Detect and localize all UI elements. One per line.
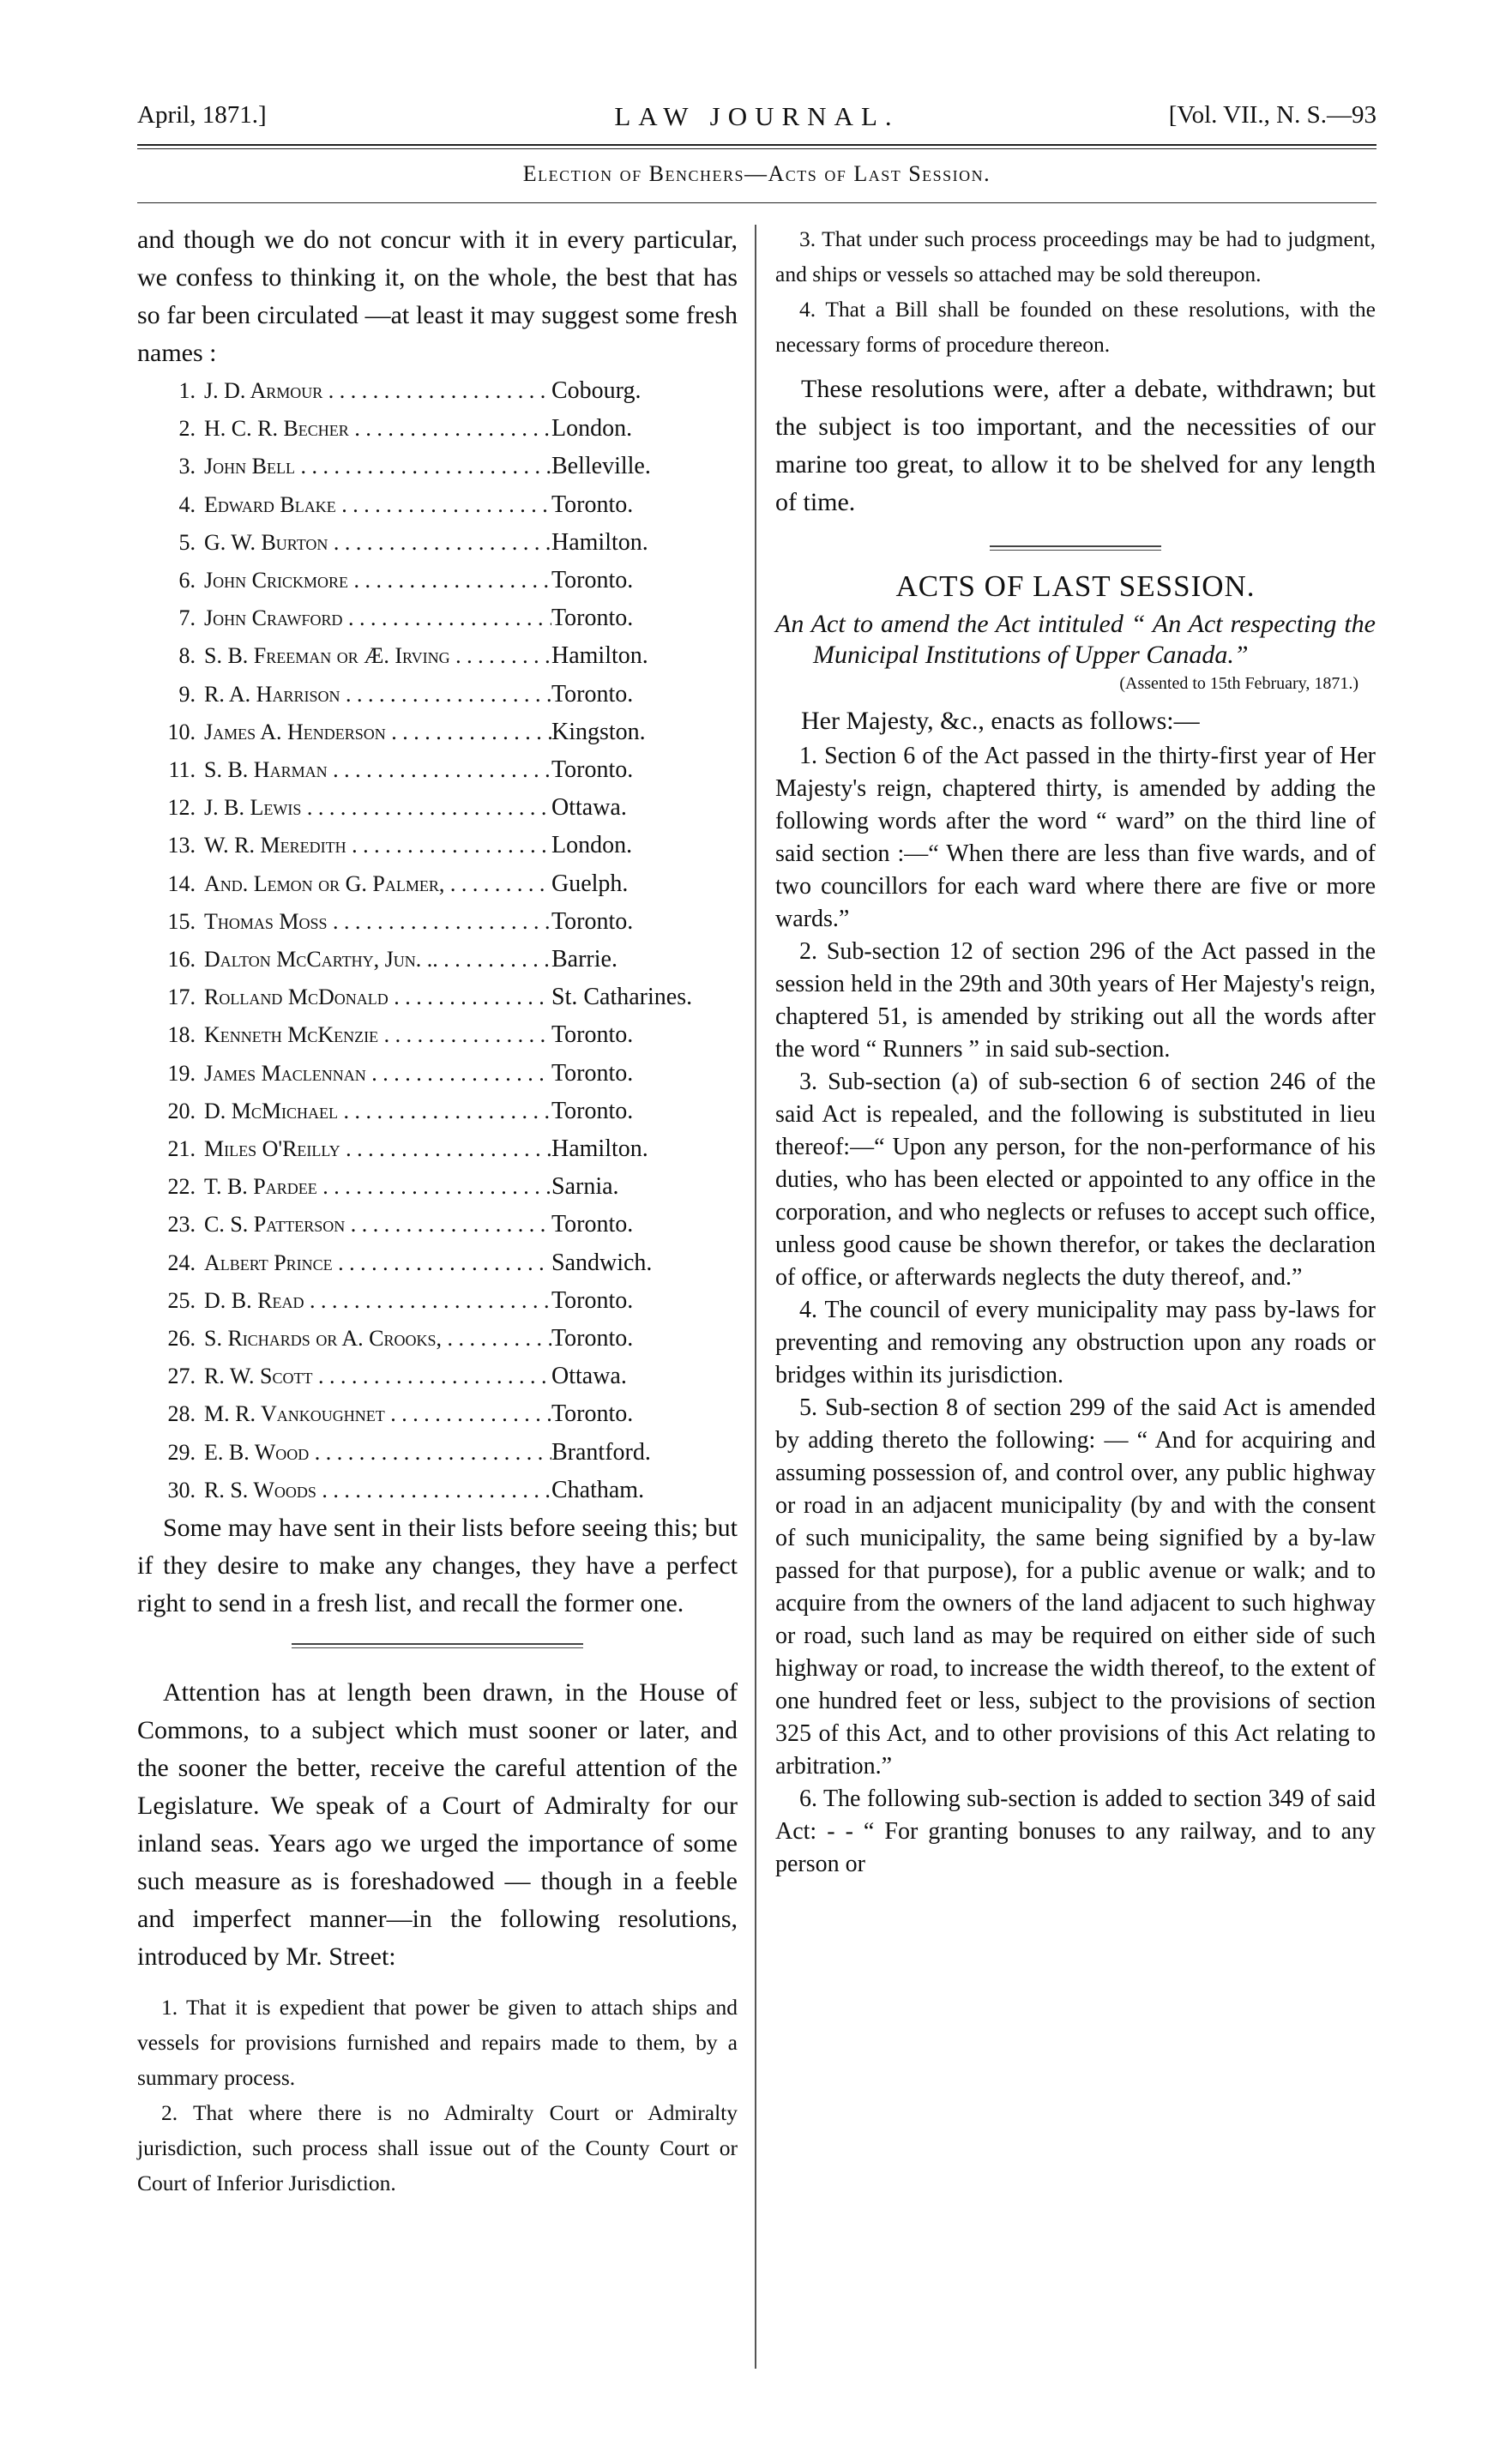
bencher-name: S. Richards or A. Crooks, . . .: [204, 1320, 551, 1358]
bencher-name: D. McMichael . . .: [204, 1093, 551, 1130]
bencher-place: London.: [551, 832, 633, 859]
bencher-place: Toronto.: [551, 1400, 634, 1428]
bencher-place: Toronto.: [551, 1286, 634, 1314]
list-number: 6.: [178, 568, 196, 593]
list-item: [137, 714, 738, 751]
bencher-name: Rolland McDonald . . .: [204, 979, 551, 1016]
list-number: 10.: [167, 719, 196, 744]
list-item: [137, 865, 738, 903]
list-item: [137, 1434, 738, 1472]
list-number: 17.: [167, 985, 196, 1010]
list-number: 3.: [178, 454, 196, 479]
list-number: 13.: [167, 833, 196, 858]
list-number: 22.: [167, 1174, 196, 1200]
list-item: [137, 599, 738, 637]
list-number: 20.: [167, 1098, 196, 1123]
list-item: [137, 827, 738, 864]
bencher-place: Ottawa.: [551, 794, 627, 822]
act-section-2: 2. Sub-section 12 of section 296 of the Act passed in the session held in the 29th and 30th years of Her Majesty's reign, chaptered 51, is amended by striking out all the words after the word “ Runners ” in said sub-section.: [775, 938, 1376, 1063]
list-item: [137, 676, 738, 714]
list-item: [137, 562, 738, 599]
bencher-name: John Crawford . . .: [204, 599, 551, 637]
after-list-paragraph: Some may have sent in their lists before seeing this; but if they desire to make any changes, they have a perfect right to send in a fresh list, and recall the former one.: [137, 1514, 738, 1618]
list-number: 9.: [178, 681, 196, 707]
bencher-place: Toronto.: [551, 1211, 634, 1238]
list-item: [137, 1320, 738, 1358]
list-number: 16.: [167, 947, 196, 973]
list-item: [137, 979, 738, 1016]
left-column: [137, 221, 738, 2201]
bencher-name: And. Lemon or G. Palmer, . . .: [204, 865, 551, 903]
bencher-place: Sandwich.: [551, 1249, 653, 1276]
act-section-4: 4. The council of every municipality may pass by-laws for preventing and removing any obstruction upon any roads or bridges within its jurisdiction.: [775, 1297, 1376, 1388]
section-divider: [137, 1635, 738, 1655]
list-item: [137, 1093, 738, 1130]
bencher-place: Hamilton.: [551, 528, 648, 556]
bencher-place: Cobourg.: [551, 377, 642, 404]
bencher-name: J. B. Lewis . . .: [204, 789, 551, 827]
bencher-place: Hamilton.: [551, 642, 648, 670]
right-column: [775, 221, 1376, 1881]
enacting-clause: Her Majesty, &c., enacts as follows:—: [801, 707, 1200, 735]
benchers-list: [137, 372, 738, 1509]
list-number: 8.: [178, 643, 196, 669]
list-number: 29.: [167, 1439, 196, 1465]
act-section-1: 1. Section 6 of the Act passed in the thirty-first year of Her Majesty's reign, chaptered thirty, is amended by adding the following words after the word “ ward” on the third line of said section :—“ When there are less than five wards, and of two councillors for each ward where there are five or more wards.”: [775, 743, 1376, 932]
list-item: [137, 1168, 738, 1206]
bencher-place: Toronto.: [551, 605, 634, 632]
bencher-place: Toronto.: [551, 907, 634, 935]
list-number: 5.: [178, 529, 196, 555]
bencher-place: Hamilton.: [551, 1135, 648, 1163]
act-section-3: 3. Sub-section (a) of sub-section 6 of section 246 of the said Act is repealed, and the following is substituted in lieu thereof:—“ Upon any person, for the non-performance of his duties, who has been elected or appointed to any office in the corporation, and who neglects or refuses to accept such office, unless good cause be shown therefor, or takes the declaration of office, or afterwards neglects the duty thereof, and.”: [775, 1069, 1376, 1291]
resolution-2: 2. That where there is no Admiralty Court or Admiralty jurisdiction, such process shall issue out of the County Court or Court of Inferior Jurisdiction.: [137, 2100, 738, 2196]
bencher-name: James A. Henderson . . .: [204, 714, 551, 751]
bencher-name: R. W. Scott . . .: [204, 1358, 551, 1395]
header-rule-thin: [137, 148, 1376, 149]
list-number: 12.: [167, 795, 196, 821]
list-number: 23.: [167, 1212, 196, 1238]
list-number: 15.: [167, 908, 196, 934]
bencher-place: Ottawa.: [551, 1363, 627, 1390]
bencher-place: Toronto.: [551, 1059, 634, 1087]
list-item: [137, 789, 738, 827]
section-heading: Election of Benchers—Acts of Last Session.: [522, 161, 991, 186]
journal-title: LAW JOURNAL.: [614, 101, 900, 131]
bencher-place: Toronto.: [551, 1021, 634, 1049]
list-number: 1.: [178, 378, 196, 403]
bencher-place: Belleville.: [551, 453, 651, 480]
bencher-place: Guelph.: [551, 870, 629, 897]
bencher-place: Toronto.: [551, 567, 634, 594]
bencher-name: D. B. Read . . .: [204, 1282, 551, 1320]
list-number: 27.: [167, 1364, 196, 1389]
assent-note: (Assented to 15th February, 1871.): [1119, 674, 1358, 693]
act-title: An Act to amend the Act intituled “ An Act respecting the Municipal Institutions of Upper Canada.”: [775, 610, 1376, 669]
list-number: 14.: [167, 870, 196, 896]
list-number: 2.: [178, 416, 196, 442]
list-item: [137, 1055, 738, 1093]
bencher-place: Sarnia.: [551, 1173, 619, 1201]
bencher-place: Chatham.: [551, 1476, 645, 1503]
list-number: 11.: [168, 757, 196, 783]
bencher-name: H. C. R. Becher . . .: [204, 410, 551, 448]
bencher-name: J. D. Armour . . .: [204, 372, 551, 410]
list-item: [137, 1282, 738, 1320]
bencher-place: Toronto.: [551, 680, 634, 708]
bencher-name: M. R. Vankoughnet . . .: [204, 1395, 551, 1433]
list-number: 19.: [167, 1060, 196, 1086]
bencher-name: Dalton McCarthy, Jun. .. . . .: [204, 941, 551, 979]
list-item: [137, 637, 738, 675]
bencher-name: Thomas Moss . . .: [204, 903, 551, 941]
admiralty-paragraph: Attention has at length been drawn, in the House of Commons, to a subject which must sooner or later, and the sooner the better, receive the careful attention of the Legislature. We speak of a Court of Admiralty for our inland seas. Years ago we urged the importance of some such measure as is foreshadowed — though in a feeble and imperfect manner—in the following resolutions, introduced by Mr. Street:: [137, 1678, 738, 1972]
list-number: 30.: [167, 1477, 196, 1503]
bencher-name: Albert Prince . . .: [204, 1244, 551, 1282]
bencher-name: W. R. Meredith . . .: [204, 827, 551, 864]
list-item: [137, 941, 738, 979]
list-item: [137, 1395, 738, 1433]
bencher-name: Miles O'Reilly . . .: [204, 1130, 551, 1168]
bencher-place: Brantford.: [551, 1438, 651, 1466]
list-item: [137, 1244, 738, 1282]
list-item: [137, 486, 738, 524]
list-item: [137, 372, 738, 410]
bencher-name: T. B. Pardee . . .: [204, 1168, 551, 1206]
bencher-place: Toronto.: [551, 1325, 634, 1352]
bencher-name: R. S. Woods . . .: [204, 1472, 551, 1509]
acts-heading: ACTS OF LAST SESSION.: [895, 569, 1256, 603]
list-item: [137, 448, 738, 485]
bencher-place: Toronto.: [551, 756, 634, 784]
header-date: April, 1871.]: [137, 101, 267, 129]
list-item: [137, 410, 738, 448]
intro-paragraph: and though we do not concur with it in every particular, we confess to thinking it, on the whole, the best that has so far been circulated —at least it may suggest some fresh names :: [137, 226, 738, 367]
bencher-name: C. S. Patterson . . .: [204, 1206, 551, 1244]
bencher-place: Barrie.: [551, 946, 617, 973]
list-item: [137, 903, 738, 941]
list-number: 18.: [167, 1022, 196, 1048]
list-item: [137, 1472, 738, 1509]
column-divider: [755, 225, 756, 2369]
list-number: 4.: [178, 491, 196, 517]
running-header: [137, 101, 1376, 139]
list-number: 26.: [167, 1326, 196, 1352]
bencher-name: Kenneth McKenzie . . .: [204, 1016, 551, 1054]
bencher-name: S. B. Freeman or Æ. Irving . . .: [204, 637, 551, 675]
bencher-name: John Crickmore . . .: [204, 562, 551, 599]
list-item: [137, 1016, 738, 1054]
bencher-name: James Maclennan . . .: [204, 1055, 551, 1093]
bencher-name: E. B. Wood . . .: [204, 1434, 551, 1472]
bencher-name: G. W. Burton . . .: [204, 524, 551, 562]
header-rule: [137, 144, 1376, 146]
bencher-name: Edward Blake . . .: [204, 486, 551, 524]
bencher-place: St. Catharines.: [551, 984, 693, 1011]
subhead-rule: [137, 202, 1376, 203]
list-item: [137, 524, 738, 562]
withdrawn-paragraph: These resolutions were, after a debate, withdrawn; but the subject is too important, and the necessities of our marine too great, to allow it to be shelved for any length of time.: [775, 375, 1376, 516]
list-item: [137, 751, 738, 789]
bencher-place: London.: [551, 415, 633, 443]
act-section-6: 6. The following sub-section is added to section 349 of said Act: - - “ For granting bonuses to any railway, and to any person or: [775, 1786, 1376, 1877]
list-item: [137, 1358, 738, 1395]
list-number: 21.: [167, 1136, 196, 1162]
section-divider: [775, 537, 1376, 557]
resolution-1: 1. That it is expedient that power be given to attach ships and vessels for provisions furnished and repairs made to them, by a summary process.: [137, 1995, 738, 2091]
act-section-5: 5. Sub-section 8 of section 299 of the said Act is amended by adding thereto the following: — “ And for acquiring and assuming possession of, and control over, any public highway or road in an adjacent municipality (by and with the consent of such municipality, the same being signified by a by-law passed for that purpose), for a public avenue or walk; and to acquire from the owners of the land adjacent to such highway or road, such land as may be required on either side of such highway or road, to increase the width thereof, to the extent of one hundred feet or less, subject to the provisions of section 325 of this Act, and to other provisions of this Act relating to arbitration.”: [775, 1394, 1376, 1780]
list-number: 24.: [167, 1250, 196, 1275]
bencher-name: R. A. Harrison . . .: [204, 676, 551, 714]
resolution-4: 4. That a Bill shall be founded on these resolutions, with the necessary forms of procedure thereon.: [775, 297, 1376, 357]
bencher-name: John Bell . . .: [204, 448, 551, 485]
header-volume: [Vol. VII., N. S.—93: [1168, 101, 1376, 129]
bencher-name: S. B. Harman . . .: [204, 751, 551, 789]
resolution-3: 3. That under such process proceedings may be had to judgment, and ships or vessels so attached may be sold thereupon.: [775, 226, 1376, 286]
list-number: 25.: [167, 1287, 196, 1313]
list-item: [137, 1206, 738, 1244]
bencher-place: Toronto.: [551, 1097, 634, 1124]
list-number: 7.: [178, 605, 196, 631]
list-number: 28.: [167, 1401, 196, 1427]
list-item: [137, 1130, 738, 1168]
bencher-place: Toronto.: [551, 491, 634, 518]
bencher-place: Kingston.: [551, 718, 646, 745]
